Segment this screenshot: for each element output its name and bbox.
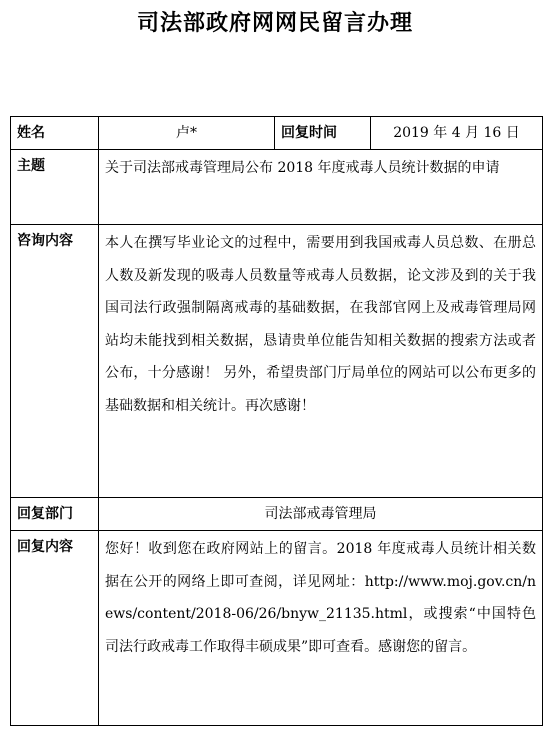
inquiry-value: 本人在撰写毕业论文的过程中，需要用到我国戒毒人员总数、在册总人数及新发现的吸毒人员数量等戒毒人员数据，论文涉及到的关于我国司法行政强制隔离戒毒的基础数据，在我部官网上及戒毒管理局网站均未能找到相关数据，恳请贵单位能告知相关数据的搜索方法或者公布，十分感谢！ 另外，希望贵部门厅局单位的网站可以公布更多的基础数据和相关统计。再次感谢！ xyxy=(99,225,543,498)
reply-content-label: 回复内容 xyxy=(11,531,99,726)
table-row-inquiry xyxy=(11,225,543,498)
inquiry-label: 咨询内容 xyxy=(11,225,99,498)
table-row-reply-dept xyxy=(11,498,543,531)
reply-content-value: 您好！收到您在政府网站上的留言。2018 年度戒毒人员统计相关数据在公开的网络上即可查阅，详见网址：http://www.moj.gov.cn/news/content/2018-06/26/bnyw_21135.html，或搜索“中国特色司法行政戒毒工作取得丰硕成果”即可查看。感谢您的留言。 xyxy=(99,531,543,726)
message-table xyxy=(10,116,543,726)
reply-dept-label: 回复部门 xyxy=(11,498,99,531)
reply-time-value: 2019 年 4 月 16 日 xyxy=(371,117,543,150)
subject-label: 主题 xyxy=(11,150,99,225)
reply-dept-value: 司法部戒毒管理局 xyxy=(99,498,543,531)
name-label: 姓名 xyxy=(11,117,99,150)
table-row-subject xyxy=(11,150,543,225)
reply-time-label: 回复时间 xyxy=(275,117,371,150)
table-row-reply-content xyxy=(11,531,543,726)
subject-value: 关于司法部戒毒管理局公布 2018 年度戒毒人员统计数据的申请 xyxy=(99,150,543,225)
table-row-name xyxy=(11,117,543,150)
name-value: 卢* xyxy=(99,117,275,150)
page-title: 司法部政府网网民留言办理 xyxy=(136,11,413,36)
